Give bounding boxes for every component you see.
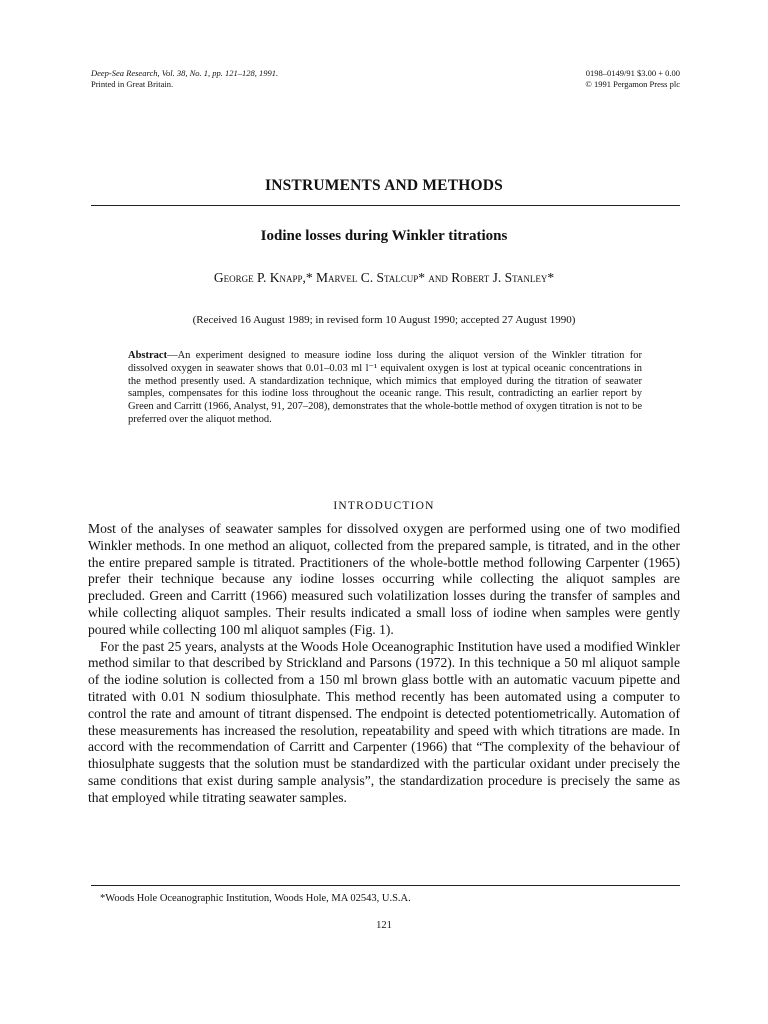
title-divider [91, 205, 680, 206]
printed-line: Printed in Great Britain. [91, 78, 174, 89]
footnote-divider [91, 885, 680, 886]
publisher-info [585, 68, 680, 89]
price-code: 0198–0149/91 $3.00 + 0.00 [585, 68, 680, 78]
introduction-heading: INTRODUCTION [333, 500, 435, 512]
page-number: 121 [376, 920, 392, 931]
section-title: INSTRUMENTS AND METHODS [264, 177, 503, 194]
paragraph: For the past 25 years, analysts at the Woods Hole Oceanographic Institution have used a modified Winkler method similar to that described by Strickland and Parsons (1972). In this technique a 50 ml aliquot sample of the iodine solution is collected from a 150 ml brown glass bottle with an automatic vacuum pipette and titrated with 0.01 N sodium thiosulphate. This method recently has been automated using a computer to control the rate and amount of titrant dispensed. The endpoint is detected potentiometrically. Automation of these measurements has increased the resolution, repeatability and speed with which titrations are made. In accord with the recommendation of Carritt and Carpenter (1966) that “The complexity of the behaviour of thiosulphate suggests that the solution must be standardized with the particular oxidant under precisely the same conditions that exist during sample analysis”, the standardization procedure is precisely the same as that employed while titrating seawater samples. [88, 638, 680, 805]
abstract [128, 350, 642, 427]
abstract-label: Abstract [128, 350, 168, 361]
journal-line: Deep-Sea Research, Vol. 38, No. 1, pp. 121–128, 1991. [91, 68, 279, 78]
copyright-line: © 1991 Pergamon Press plc [585, 78, 680, 89]
journal-citation [91, 68, 278, 89]
introduction-body [88, 521, 680, 807]
paragraph: Most of the analyses of seawater samples for dissolved oxygen are performed using one of two modified Winkler methods. In one method an aliquot, collected from the prepared sample, is titrated, and in the other the entire prepared sample is titrated. Practitioners of the whole-bottle method following Carpenter (1965) prefer their technique because any iodine losses occurring while collecting the aliquot samples are precluded. Green and Carritt (1966) measured such volatilization losses during the transfer of samples and while collecting aliquot samples. Their results indicated a small loss of iodine when samples were gently poured while collecting 100 ml aliquot samples (Fig. 1). [88, 521, 680, 637]
footnote: *Woods Hole Oceanographic Institution, Woods Hole, MA 02543, U.S.A. [100, 893, 411, 904]
abstract-text: —An experiment designed to measure iodine loss during the aliquot version of the Winkler titration for dissolved oxygen in seawater shows that 0.01–0.03 ml l⁻¹ equivalent oxygen is lost at typical oceanic concentrations in the method presently used. A standardization technique, which mimics that employed during the titration of seawater samples, compensates for this iodine loss throughout the oceanic range. This result, contradicting an earlier report by Green and Carritt (1966, Analyst, 91, 207–208), demonstrates that the whole-bottle method of oxygen titration is not to be preferred over the aliquot method. [128, 350, 642, 425]
article-title: Iodine losses during Winkler titrations [260, 228, 508, 244]
received-dates: (Received 16 August 1989; in revised form 10 August 1990; accepted 27 August 1990) [192, 314, 576, 326]
authors: George P. Knapp,* Marvel C. Stalcup* and Robert J. Stanley* [213, 270, 555, 285]
